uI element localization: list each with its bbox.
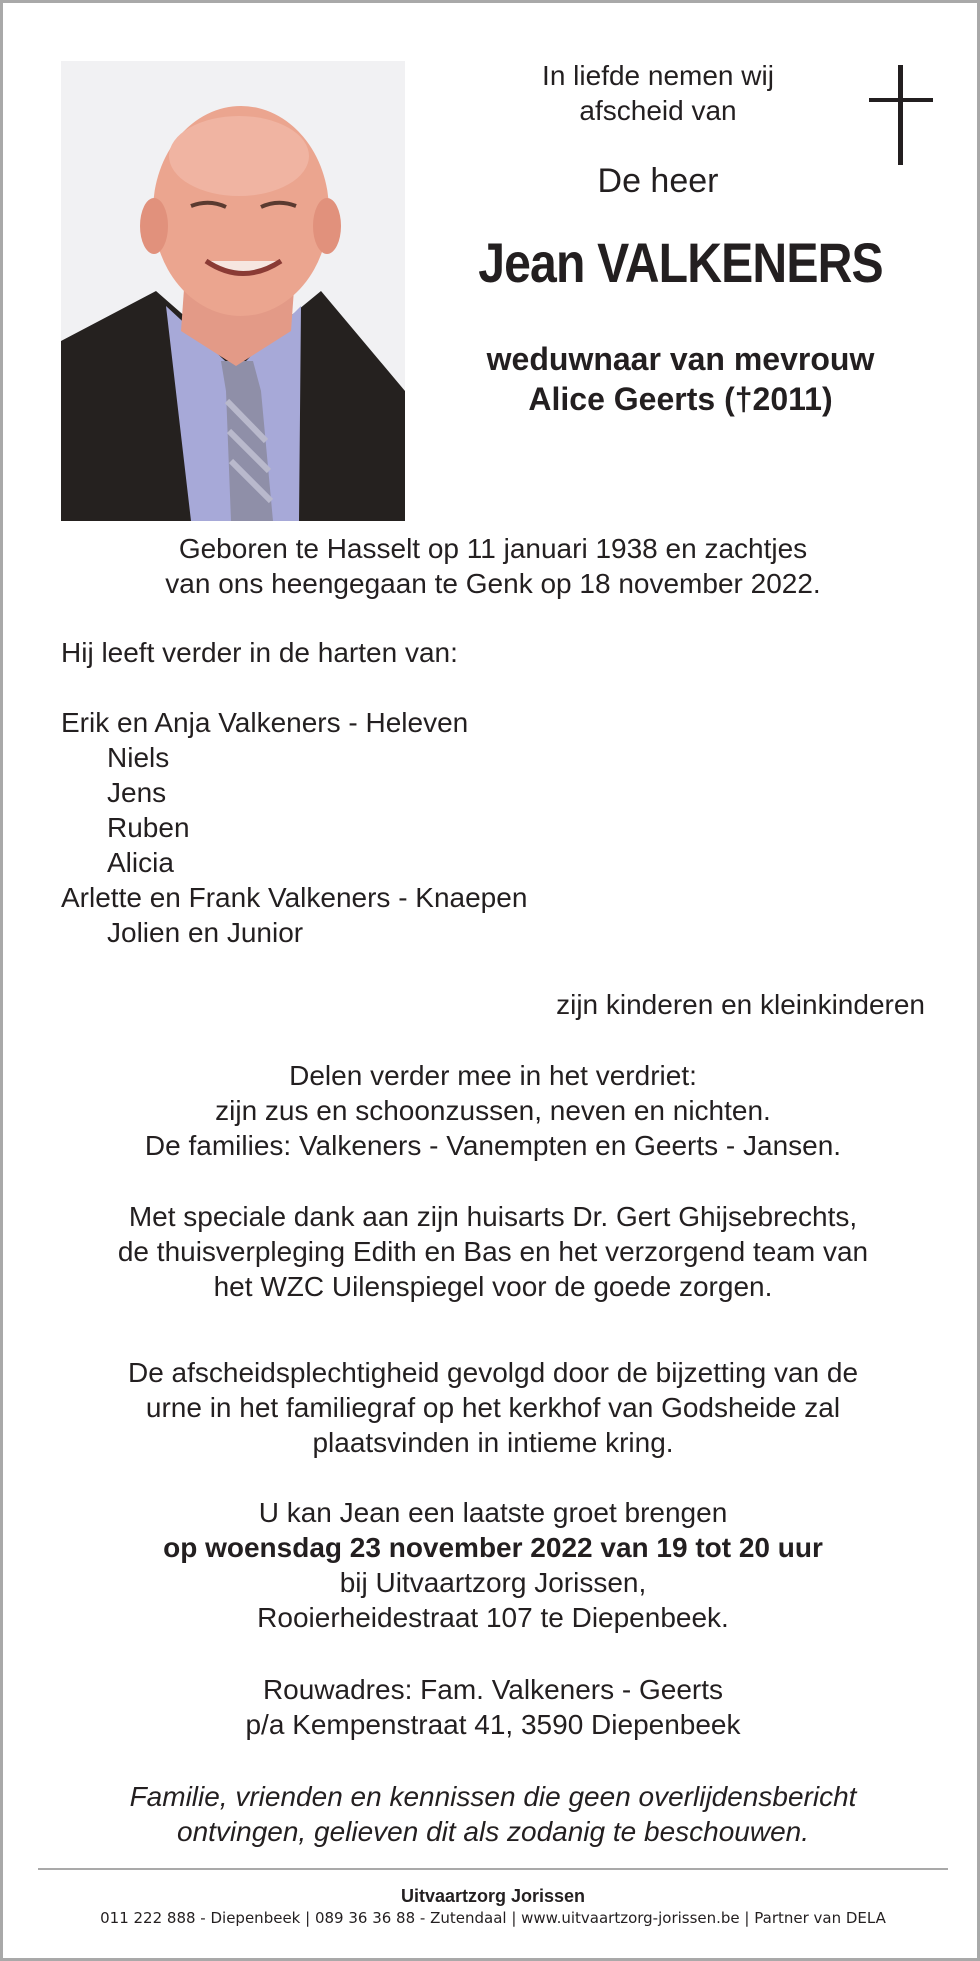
family-member: Alicia (107, 847, 174, 878)
heart-intro: Hij leeft verder in de harten van: (61, 637, 458, 668)
address-line: p/a Kempenstraat 41, 3590 Diepenbeek (245, 1709, 741, 1740)
family-member: Arlette en Frank Valkeners - Knaepen (61, 882, 528, 913)
visit-date: op woensdag 23 november 2022 van 19 tot 20 uur (163, 1532, 823, 1563)
address-line: Rouwadres: Fam. Valkeners - Geerts (262, 1674, 724, 1705)
ceremony-line: De afscheidsplechtigheid gevolgd door de bijzetting van de (127, 1357, 859, 1388)
footer-title: Uitvaartzorg Jorissen (400, 1886, 586, 1906)
visit-text (61, 1495, 925, 1635)
spouse-line: weduwnaar van mevrouw (486, 341, 875, 377)
family-member: Niels (107, 742, 170, 773)
share-line: zijn zus en schoonzussen, neven en nichten. (215, 1095, 771, 1126)
intro-text (483, 58, 833, 128)
ceremony-line: plaatsvinden in intieme kring. (312, 1427, 674, 1458)
intro-line: afscheid van (579, 95, 737, 126)
family-member: Jolien en Junior (107, 917, 304, 948)
note-line: Familie, vrienden en kennissen die geen overlijdensbericht (129, 1781, 857, 1812)
mourning-address (61, 1672, 925, 1742)
intro-line: In liefde nemen wij (542, 60, 774, 91)
thanks-text (61, 1199, 925, 1304)
title-prefix: De heer (597, 162, 719, 200)
family-section (61, 635, 527, 950)
deceased-name: Jean VALKENERS (478, 231, 883, 294)
thanks-line: Met speciale dank aan zijn huisarts Dr. Gert Ghijsebrechts, (128, 1201, 858, 1232)
thanks-line: het WZC Uilenspiegel voor de goede zorgen. (213, 1271, 773, 1302)
spouse-line: Alice Geerts (†2011) (528, 381, 833, 417)
share-text (61, 1058, 925, 1163)
footer-divider (38, 1868, 948, 1870)
share-line: Delen verder mee in het verdriet: (289, 1060, 697, 1091)
share-line: De families: Valkeners - Vanempten en Geerts - Jansen. (144, 1130, 842, 1161)
ceremony-text (61, 1355, 925, 1460)
closing-note (61, 1779, 925, 1849)
family-member: Jens (107, 777, 167, 808)
cross-icon (869, 65, 933, 165)
birth-death-line: Geboren te Hasselt op 11 januari 1938 en zachtjes (178, 533, 808, 564)
visit-line: bij Uitvaartzorg Jorissen, (339, 1567, 647, 1598)
ceremony-line: urne in het familiegraf op het kerkhof van Godsheide zal (145, 1392, 841, 1423)
thanks-line: de thuisverpleging Edith en Bas en het verzorgend team van (117, 1236, 869, 1267)
family-member: Ruben (107, 812, 190, 843)
kids-caption: zijn kinderen en kleinkinderen (556, 989, 925, 1020)
spouse-info (423, 339, 938, 419)
portrait-photo (61, 61, 405, 521)
visit-line: U kan Jean een laatste groet brengen (258, 1497, 728, 1528)
birth-death-text (61, 531, 925, 601)
birth-death-line: van ons heengegaan te Genk op 18 november 2022. (165, 568, 821, 599)
footer-info: 011 222 888 - Diepenbeek | 089 36 36 88 - Zutendaal | www.uitvaartzorg-jorissen.be | Partner van DELA (100, 1909, 886, 1927)
visit-line: Rooierheidestraat 107 te Diepenbeek. (257, 1602, 729, 1633)
family-member: Erik en Anja Valkeners - Heleven (61, 707, 469, 738)
note-line: ontvingen, gelieven dit als zodanig te beschouwen. (177, 1816, 809, 1847)
